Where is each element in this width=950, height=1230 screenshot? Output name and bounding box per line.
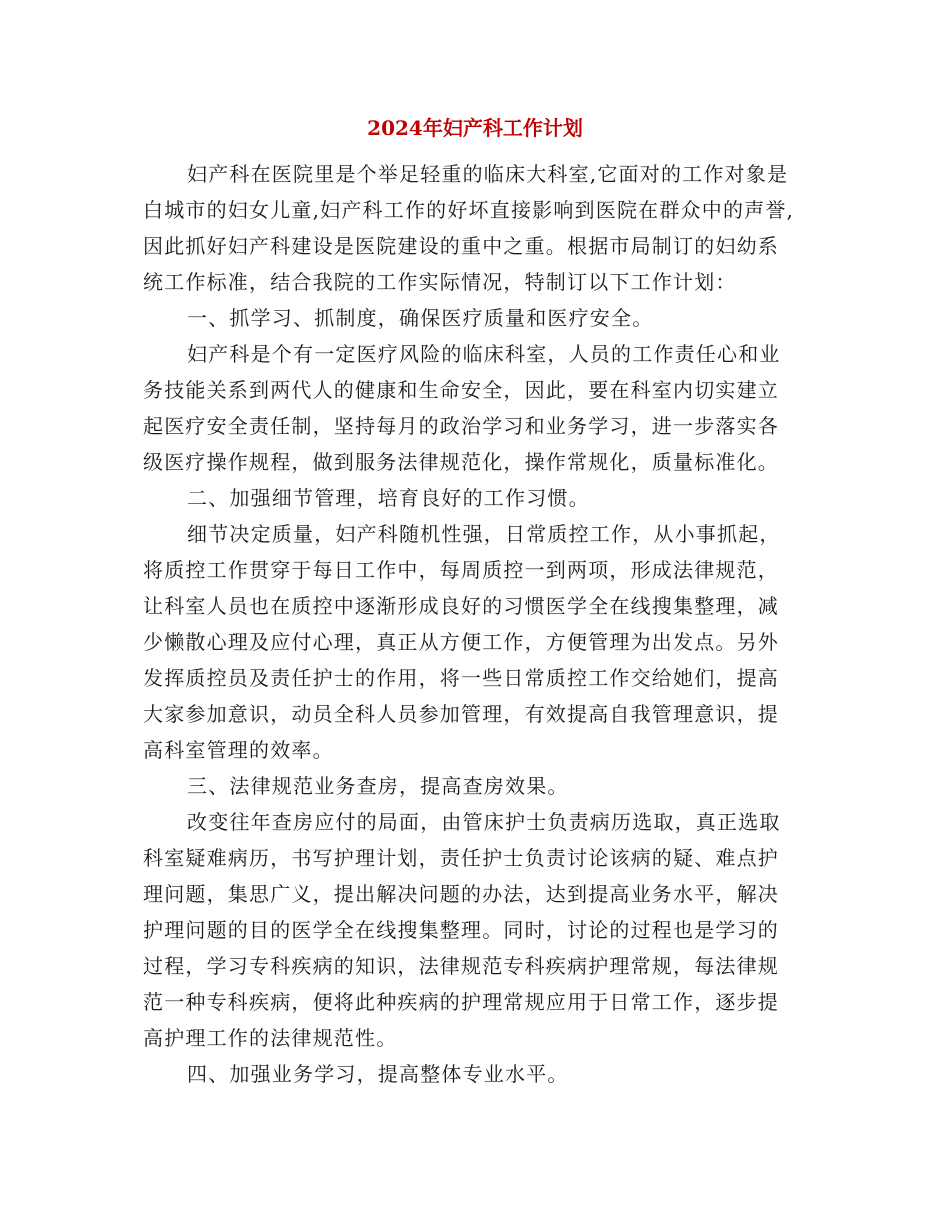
document-body [143,156,811,1092]
document-title: 2024年妇产科工作计划 [367,116,583,140]
paragraph-line: 高护理工作的法律规范性。 [143,1026,398,1050]
paragraph-line: 细节决定质量，妇产科随机性强，日常质控工作，从小事抓起， [187,522,781,546]
paragraph-line: 白城市的妇女儿童,妇产科工作的好坏直接影响到医院在群众中的声誉, [143,198,795,222]
paragraph-line: 科室疑难病历，书写护理计划，责任护士负责讨论该病的疑、难点护 [143,846,779,870]
paragraph-line: 务技能关系到两代人的健康和生命安全，因此，要在科室内切实建立 [143,378,779,402]
section-heading: 一、抓学习、抓制度，确保医疗质量和医疗安全。 [187,306,654,330]
section-heading: 三、法律规范业务查房，提高查房效果。 [187,774,569,798]
paragraph-line: 范一种专科疾病，便将此种疾病的护理常规应用于日常工作，逐步提 [143,990,779,1014]
paragraph-line: 高科室管理的效率。 [143,738,334,762]
paragraph-line: 统工作标准，结合我院的工作实际情况，特制订以下工作计划： [143,270,737,294]
paragraph-line: 过程，学习专科疾病的知识，法律规范专科疾病护理常规，每法律规 [143,954,779,978]
paragraph-line: 发挥质控员及责任护士的作用，将一些日常质控工作交给她们，提高 [143,666,779,690]
paragraph-line: 护理问题的目的医学全在线搜集整理。同时，讨论的过程也是学习的 [143,918,779,942]
paragraph-line: 让科室人员也在质控中逐渐形成良好的习惯医学全在线搜集整理，减 [143,594,779,618]
paragraph-line: 少懒散心理及应付心理，真正从方便工作，方便管理为出发点。另外 [143,630,779,654]
paragraph-line: 妇产科是个有一定医疗风险的临床科室，人员的工作责任心和业 [187,342,781,366]
paragraph-line: 妇产科在医院里是个举足轻重的临床大科室,它面对的工作对象是 [187,162,789,186]
paragraph-line: 级医疗操作规程，做到服务法律规范化，操作常规化，质量标准化。 [143,450,779,474]
paragraph-line: 理问题，集思广义，提出解决问题的办法，达到提高业务水平，解决 [143,882,779,906]
paragraph-line: 改变往年查房应付的局面，由管床护士负责病历选取，真正选取 [187,810,781,834]
paragraph-line: 起医疗安全责任制，坚持每月的政治学习和业务学习，进一步落实各 [143,414,779,438]
paragraph-line: 将质控工作贯穿于每日工作中，每周质控一到两项，形成法律规范， [143,558,779,582]
section-heading: 四、加强业务学习，提高整体专业水平。 [187,1062,569,1086]
section-heading: 二、加强细节管理，培育良好的工作习惯。 [187,486,590,510]
paragraph-line: 大家参加意识，动员全科人员参加管理，有效提高自我管理意识，提 [143,702,779,726]
paragraph-line: 因此抓好妇产科建设是医院建设的重中之重。根据市局制订的妇幼系 [143,234,779,258]
